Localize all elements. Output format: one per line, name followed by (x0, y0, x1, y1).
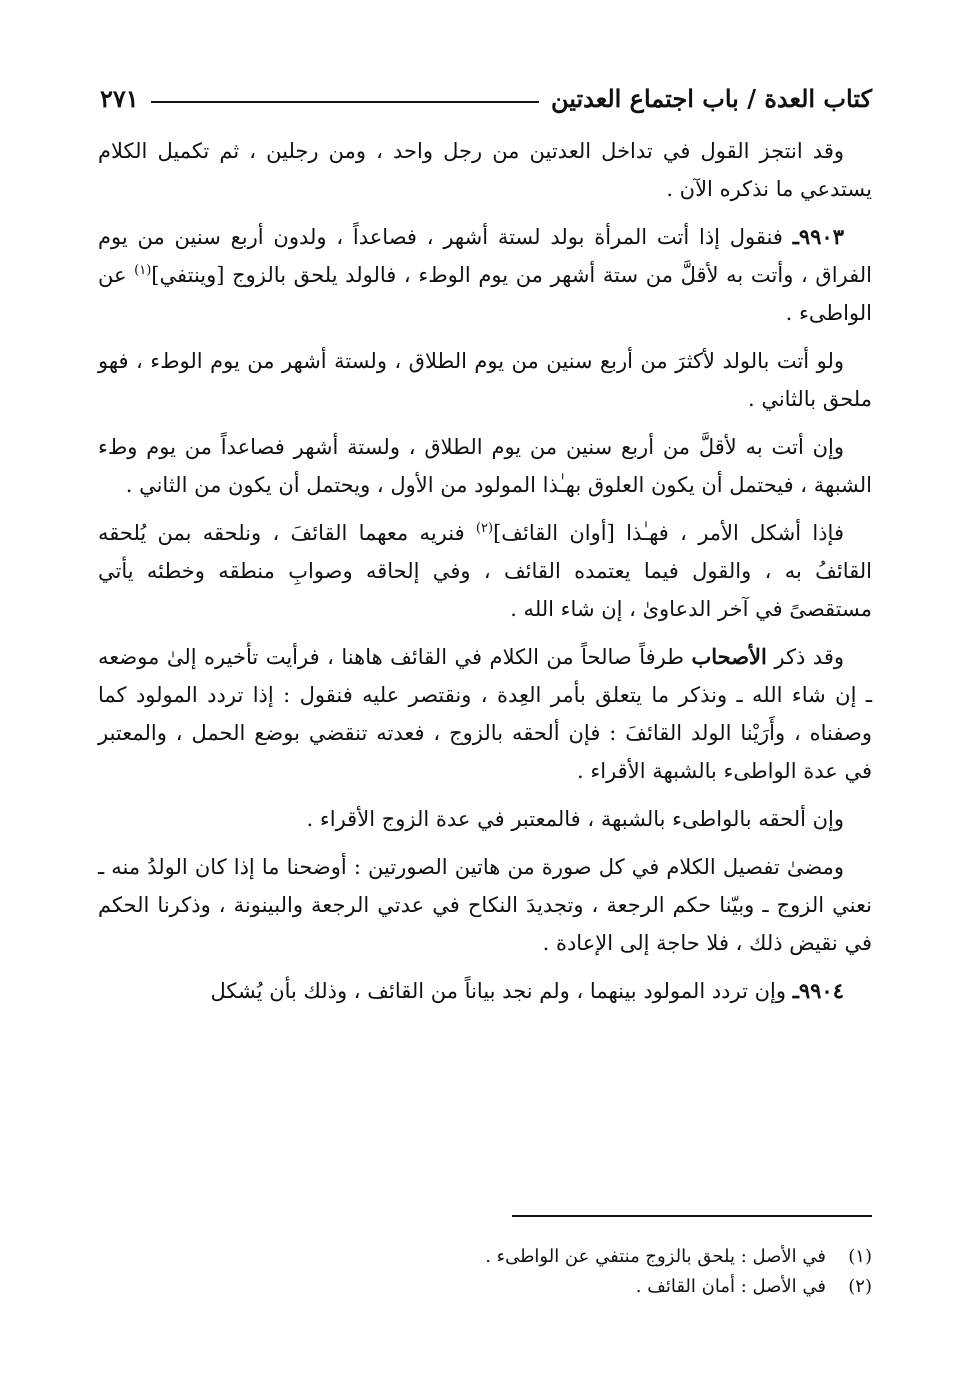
paragraph (98, 428, 872, 504)
paragraph-text: ولو أتت بالولد لأكثرَ من أربع سنين من يوم الطلاق ، ولستة أشهر من يوم الوطء ، فهو ملحق بالثاني . (98, 349, 872, 411)
paragraph (98, 638, 872, 790)
running-header (100, 78, 872, 118)
paragraph-text: وإن ألحقه بالواطىء بالشبهة ، فالمعتبر في عدة الزوج الأقراء . (306, 807, 844, 831)
footnote (172, 1272, 872, 1302)
paragraph (98, 218, 872, 332)
paragraph-text: عن الواطىء . (98, 263, 872, 325)
footnote-ref: (١) (134, 263, 152, 278)
header-rule (151, 101, 539, 103)
footnote (172, 1242, 872, 1272)
paragraph-text: وقد انتجز القول في تداخل العدتين من رجل واحد ، ومن رجلين ، ثم تكميل الكلام يستدعي ما نذكره الآن . (98, 139, 872, 201)
body-text (98, 132, 872, 1020)
paragraph-text: فإذا أشكل الأمر ، فهـٰذا [أوان القائف] (493, 521, 844, 545)
issue-number: ٩٩٠٤ـ (792, 978, 844, 1003)
issue-number: ٩٩٠٣ـ (792, 224, 844, 249)
paragraph-text: فنقول إذا أتت المرأة بولد لستة أشهر ، فصاعداً ، ولدون أربع سنين من يوم الفراق ، وأتت به لأقلَّ من ستة أشهر من يوم الوطء ، فالولد يلحق بالزوج [وينتفي] (98, 225, 872, 287)
paragraph (98, 514, 872, 628)
paragraph-text: وإن تردد المولود بينهما ، ولم نجد بياناً من القائف ، وذلك بأن يُشكل (210, 979, 793, 1003)
footnote-text: في الأصل : يلحق بالزوج منتفي عن الواطىء . (485, 1246, 826, 1267)
bold-term: الأصحاب (691, 644, 767, 669)
paragraph (98, 342, 872, 418)
footnote-text: في الأصل : أمان القائف . (635, 1276, 826, 1297)
header-title: كتاب العدة / باب اجتماع العدتين (550, 83, 872, 113)
paragraph (98, 800, 872, 838)
footnote-ref: (٢) (475, 521, 494, 536)
paragraph-text: طرفاً صالحاً من الكلام في القائف هاهنا ، فرأيت تأخيره إلىٰ موضعه ـ إن شاء الله ـ ونذكر ما يتعلق بأمر العِدة ، ونقتصر عليه فنقول : إذا تردد المولود كما وصفناه ، وأَرَيْنا الولد القائفَ : فإن ألحقه بالزوج ، فعدته تنقضي بوضع الحمل ، والمعتبر في عدة الواطىء بالشبهة الأقراء . (98, 645, 872, 783)
paragraph (98, 132, 872, 208)
footnotes (172, 1242, 872, 1302)
paragraph (98, 848, 872, 962)
footnote-number: (٢) (848, 1276, 872, 1297)
paragraph-text: فنريه معهما القائفَ ، ونلحقه بمن يُلحقه القائفُ به ، والقول فيما يعتمده القائف ، وفي إلحاقه وصوابِ منطقه وخطئه يأتي مستقصىً في آخر الدعاوىٰ ، إن شاء الله . (98, 521, 872, 621)
paragraph-text: ومضىٰ تفصيل الكلام في كل صورة من هاتين الصورتين : أوضحنا ما إذا كان الولدُ منه ـ نعني الزوج ـ وبيّنا حكم الرجعة ، وتجديدَ النكاح في عدتي الرجعة والبينونة ، وذكرنا الحكم في نقيض ذلك ، فلا حاجة إلى الإعادة . (98, 855, 872, 955)
paragraph-text: وقد ذكر (766, 645, 844, 669)
paragraph-text: وإن أتت به لأقلَّ من أربع سنين من يوم الطلاق ، ولستة أشهر فصاعداً من يوم وطء الشبهة ، فيحتمل أن يكون العلوق بهـٰذا المولود من الأول ، ويحتمل أن يكون من الثاني . (98, 435, 872, 497)
paragraph (98, 972, 872, 1010)
footnote-number: (١) (848, 1246, 872, 1267)
footnote-divider (512, 1215, 872, 1217)
page-number: ٢٧١ (100, 83, 139, 113)
